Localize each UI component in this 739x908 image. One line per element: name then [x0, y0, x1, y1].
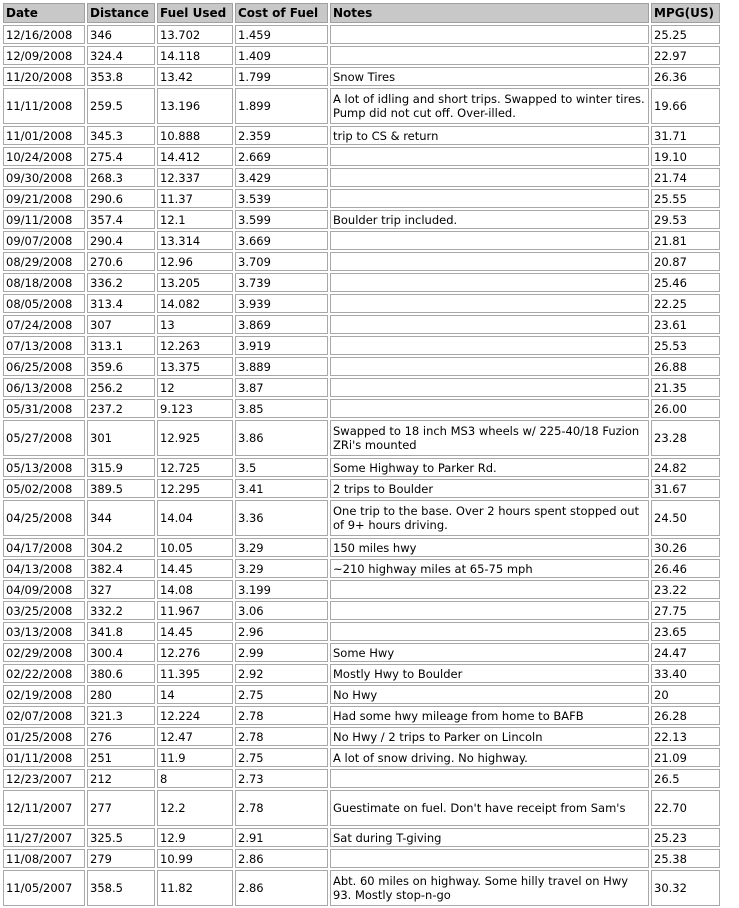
cell-cost-of-fuel: 2.75	[235, 748, 328, 767]
cell-cost-of-fuel: 2.86	[235, 870, 328, 906]
cell-cost-of-fuel: 3.939	[235, 294, 328, 313]
cell-distance: 275.4	[87, 147, 155, 166]
cell-cost-of-fuel: 3.199	[235, 580, 328, 599]
cell-mpg: 23.28	[651, 420, 720, 456]
cell-cost-of-fuel: 3.29	[235, 559, 328, 578]
cell-fuel-used: 14	[157, 685, 233, 704]
cell-mpg: 23.22	[651, 580, 720, 599]
cell-fuel-used: 12.2	[157, 790, 233, 826]
table-row	[3, 46, 720, 65]
cell-notes	[330, 46, 649, 65]
cell-notes	[330, 231, 649, 250]
cell-date: 03/13/2008	[3, 622, 85, 641]
cell-date: 12/09/2008	[3, 46, 85, 65]
cell-cost-of-fuel: 3.85	[235, 399, 328, 418]
cell-mpg: 25.46	[651, 273, 720, 292]
cell-fuel-used: 12.1	[157, 210, 233, 229]
cell-cost-of-fuel: 3.669	[235, 231, 328, 250]
table-row	[3, 315, 720, 334]
cell-notes	[330, 580, 649, 599]
cell-date: 12/16/2008	[3, 25, 85, 44]
cell-cost-of-fuel: 3.36	[235, 500, 328, 536]
cell-distance: 300.4	[87, 643, 155, 662]
cell-date: 05/27/2008	[3, 420, 85, 456]
table-row	[3, 538, 720, 557]
cell-distance: 276	[87, 727, 155, 746]
cell-fuel-used: 13	[157, 315, 233, 334]
fuel-log-table	[1, 1, 722, 908]
table-row	[3, 420, 720, 456]
table-row	[3, 685, 720, 704]
table-row	[3, 601, 720, 620]
cell-distance: 279	[87, 849, 155, 868]
cell-date: 03/25/2008	[3, 601, 85, 620]
cell-mpg: 24.50	[651, 500, 720, 536]
table-row	[3, 294, 720, 313]
cell-mpg: 19.10	[651, 147, 720, 166]
cell-distance: 290.6	[87, 189, 155, 208]
cell-notes	[330, 399, 649, 418]
cell-notes: Abt. 60 miles on highway. Some hilly travel on Hwy 93. Mostly stop-n-go	[330, 870, 649, 906]
cell-fuel-used: 10.888	[157, 126, 233, 145]
cell-cost-of-fuel: 2.78	[235, 790, 328, 826]
cell-fuel-used: 13.375	[157, 357, 233, 376]
cell-mpg: 20.87	[651, 252, 720, 271]
cell-distance: 325.5	[87, 828, 155, 847]
cell-distance: 259.5	[87, 88, 155, 124]
cell-fuel-used: 14.45	[157, 622, 233, 641]
cell-mpg: 25.55	[651, 189, 720, 208]
cell-mpg: 22.97	[651, 46, 720, 65]
cell-notes: No Hwy / 2 trips to Parker on Lincoln	[330, 727, 649, 746]
cell-cost-of-fuel: 2.96	[235, 622, 328, 641]
cell-distance: 280	[87, 685, 155, 704]
cell-notes	[330, 357, 649, 376]
cell-fuel-used: 12	[157, 378, 233, 397]
cell-cost-of-fuel: 3.5	[235, 458, 328, 477]
cell-mpg: 26.36	[651, 67, 720, 86]
cell-notes: A lot of idling and short trips. Swapped to winter tires. Pump did not cut off. Over-illed.	[330, 88, 649, 124]
cell-mpg: 27.75	[651, 601, 720, 620]
cell-date: 04/09/2008	[3, 580, 85, 599]
header-mpg: MPG(US)	[651, 3, 720, 23]
cell-notes	[330, 378, 649, 397]
cell-fuel-used: 11.9	[157, 748, 233, 767]
cell-mpg: 26.00	[651, 399, 720, 418]
table-row	[3, 252, 720, 271]
cell-notes: Swapped to 18 inch MS3 wheels w/ 225-40/18 Fuzion ZRi's mounted	[330, 420, 649, 456]
cell-fuel-used: 14.04	[157, 500, 233, 536]
cell-date: 07/13/2008	[3, 336, 85, 355]
cell-cost-of-fuel: 3.739	[235, 273, 328, 292]
cell-notes: Boulder trip included.	[330, 210, 649, 229]
cell-date: 04/13/2008	[3, 559, 85, 578]
cell-distance: 313.4	[87, 294, 155, 313]
cell-distance: 389.5	[87, 479, 155, 498]
cell-mpg: 22.13	[651, 727, 720, 746]
cell-cost-of-fuel: 2.75	[235, 685, 328, 704]
cell-notes	[330, 769, 649, 788]
cell-notes	[330, 25, 649, 44]
cell-fuel-used: 12.263	[157, 336, 233, 355]
cell-notes: ~210 highway miles at 65-75 mph	[330, 559, 649, 578]
cell-mpg: 21.09	[651, 748, 720, 767]
cell-date: 09/07/2008	[3, 231, 85, 250]
cell-distance: 290.4	[87, 231, 155, 250]
cell-cost-of-fuel: 2.99	[235, 643, 328, 662]
cell-distance: 358.5	[87, 870, 155, 906]
cell-date: 01/11/2008	[3, 748, 85, 767]
cell-cost-of-fuel: 3.919	[235, 336, 328, 355]
cell-fuel-used: 13.702	[157, 25, 233, 44]
cell-date: 11/05/2007	[3, 870, 85, 906]
cell-date: 02/07/2008	[3, 706, 85, 725]
cell-date: 12/23/2007	[3, 769, 85, 788]
cell-cost-of-fuel: 3.539	[235, 189, 328, 208]
cell-date: 10/24/2008	[3, 147, 85, 166]
cell-cost-of-fuel: 2.669	[235, 147, 328, 166]
cell-distance: 256.2	[87, 378, 155, 397]
cell-date: 11/27/2007	[3, 828, 85, 847]
cell-fuel-used: 9.123	[157, 399, 233, 418]
cell-fuel-used: 10.05	[157, 538, 233, 557]
cell-fuel-used: 14.082	[157, 294, 233, 313]
cell-cost-of-fuel: 2.78	[235, 727, 328, 746]
cell-mpg: 25.25	[651, 25, 720, 44]
cell-distance: 336.2	[87, 273, 155, 292]
table-row	[3, 479, 720, 498]
table-row	[3, 336, 720, 355]
cell-notes	[330, 336, 649, 355]
cell-fuel-used: 12.224	[157, 706, 233, 725]
cell-mpg: 33.40	[651, 664, 720, 683]
cell-distance: 301	[87, 420, 155, 456]
cell-date: 09/21/2008	[3, 189, 85, 208]
cell-date: 02/29/2008	[3, 643, 85, 662]
header-notes: Notes	[330, 3, 649, 23]
cell-notes: Sat during T-giving	[330, 828, 649, 847]
cell-cost-of-fuel: 2.359	[235, 126, 328, 145]
table-row	[3, 706, 720, 725]
cell-notes	[330, 252, 649, 271]
cell-date: 05/31/2008	[3, 399, 85, 418]
cell-notes	[330, 294, 649, 313]
cell-mpg: 20	[651, 685, 720, 704]
cell-date: 11/01/2008	[3, 126, 85, 145]
cell-fuel-used: 12.96	[157, 252, 233, 271]
cell-cost-of-fuel: 2.92	[235, 664, 328, 683]
cell-fuel-used: 13.205	[157, 273, 233, 292]
table-row	[3, 849, 720, 868]
cell-cost-of-fuel: 1.899	[235, 88, 328, 124]
cell-fuel-used: 12.47	[157, 727, 233, 746]
cell-fuel-used: 11.37	[157, 189, 233, 208]
cell-notes	[330, 189, 649, 208]
cell-cost-of-fuel: 2.73	[235, 769, 328, 788]
cell-distance: 359.6	[87, 357, 155, 376]
cell-date: 06/13/2008	[3, 378, 85, 397]
cell-cost-of-fuel: 1.799	[235, 67, 328, 86]
cell-distance: 380.6	[87, 664, 155, 683]
cell-mpg: 29.53	[651, 210, 720, 229]
cell-date: 12/11/2007	[3, 790, 85, 826]
cell-date: 09/11/2008	[3, 210, 85, 229]
table-row	[3, 828, 720, 847]
cell-notes: One trip to the base. Over 2 hours spent stopped out of 9+ hours driving.	[330, 500, 649, 536]
cell-fuel-used: 13.196	[157, 88, 233, 124]
cell-mpg: 21.35	[651, 378, 720, 397]
cell-fuel-used: 11.82	[157, 870, 233, 906]
cell-fuel-used: 13.42	[157, 67, 233, 86]
cell-notes: A lot of snow driving. No highway.	[330, 748, 649, 767]
cell-mpg: 26.88	[651, 357, 720, 376]
table-body	[3, 25, 720, 906]
table-row	[3, 378, 720, 397]
cell-distance: 353.8	[87, 67, 155, 86]
cell-notes	[330, 147, 649, 166]
cell-cost-of-fuel: 3.87	[235, 378, 328, 397]
cell-distance: 332.2	[87, 601, 155, 620]
table-row	[3, 559, 720, 578]
cell-date: 07/24/2008	[3, 315, 85, 334]
cell-date: 11/20/2008	[3, 67, 85, 86]
table-row	[3, 500, 720, 536]
cell-date: 08/18/2008	[3, 273, 85, 292]
cell-mpg: 22.25	[651, 294, 720, 313]
table-row	[3, 189, 720, 208]
cell-date: 05/02/2008	[3, 479, 85, 498]
cell-mpg: 24.82	[651, 458, 720, 477]
cell-cost-of-fuel: 2.86	[235, 849, 328, 868]
cell-mpg: 19.66	[651, 88, 720, 124]
cell-mpg: 21.81	[651, 231, 720, 250]
cell-cost-of-fuel: 3.709	[235, 252, 328, 271]
table-row	[3, 727, 720, 746]
cell-notes: trip to CS & return	[330, 126, 649, 145]
cell-cost-of-fuel: 1.459	[235, 25, 328, 44]
cell-cost-of-fuel: 3.06	[235, 601, 328, 620]
cell-fuel-used: 12.295	[157, 479, 233, 498]
cell-cost-of-fuel: 3.429	[235, 168, 328, 187]
cell-distance: 357.4	[87, 210, 155, 229]
table-row	[3, 580, 720, 599]
cell-fuel-used: 10.99	[157, 849, 233, 868]
header-cost-of-fuel: Cost of Fuel	[235, 3, 328, 23]
cell-distance: 346	[87, 25, 155, 44]
cell-mpg: 31.71	[651, 126, 720, 145]
table-row	[3, 273, 720, 292]
cell-distance: 268.3	[87, 168, 155, 187]
cell-distance: 251	[87, 748, 155, 767]
cell-distance: 382.4	[87, 559, 155, 578]
table-row	[3, 748, 720, 767]
cell-cost-of-fuel: 3.29	[235, 538, 328, 557]
table-row	[3, 399, 720, 418]
cell-mpg: 22.70	[651, 790, 720, 826]
table-row	[3, 147, 720, 166]
cell-date: 01/25/2008	[3, 727, 85, 746]
cell-cost-of-fuel: 2.91	[235, 828, 328, 847]
cell-fuel-used: 12.9	[157, 828, 233, 847]
cell-notes	[330, 315, 649, 334]
cell-notes	[330, 168, 649, 187]
table-row	[3, 622, 720, 641]
cell-date: 02/19/2008	[3, 685, 85, 704]
cell-distance: 345.3	[87, 126, 155, 145]
cell-cost-of-fuel: 2.78	[235, 706, 328, 725]
cell-date: 11/11/2008	[3, 88, 85, 124]
table-row	[3, 231, 720, 250]
cell-fuel-used: 12.276	[157, 643, 233, 662]
header-fuel-used: Fuel Used	[157, 3, 233, 23]
cell-date: 09/30/2008	[3, 168, 85, 187]
cell-fuel-used: 11.967	[157, 601, 233, 620]
cell-date: 08/29/2008	[3, 252, 85, 271]
header-row	[3, 3, 720, 23]
cell-mpg: 25.38	[651, 849, 720, 868]
cell-date: 04/25/2008	[3, 500, 85, 536]
cell-date: 11/08/2007	[3, 849, 85, 868]
cell-distance: 341.8	[87, 622, 155, 641]
cell-notes: Some Hwy	[330, 643, 649, 662]
cell-distance: 277	[87, 790, 155, 826]
cell-mpg: 21.74	[651, 168, 720, 187]
cell-notes: No Hwy	[330, 685, 649, 704]
cell-distance: 307	[87, 315, 155, 334]
table-row	[3, 357, 720, 376]
cell-mpg: 26.28	[651, 706, 720, 725]
cell-distance: 315.9	[87, 458, 155, 477]
cell-mpg: 23.65	[651, 622, 720, 641]
cell-date: 05/13/2008	[3, 458, 85, 477]
table-row	[3, 168, 720, 187]
cell-distance: 327	[87, 580, 155, 599]
cell-fuel-used: 12.725	[157, 458, 233, 477]
cell-distance: 270.6	[87, 252, 155, 271]
cell-cost-of-fuel: 3.86	[235, 420, 328, 456]
cell-notes: 150 miles hwy	[330, 538, 649, 557]
cell-date: 08/05/2008	[3, 294, 85, 313]
cell-notes	[330, 601, 649, 620]
cell-date: 04/17/2008	[3, 538, 85, 557]
cell-mpg: 25.53	[651, 336, 720, 355]
table-row	[3, 25, 720, 44]
cell-mpg: 24.47	[651, 643, 720, 662]
cell-distance: 344	[87, 500, 155, 536]
cell-distance: 321.3	[87, 706, 155, 725]
cell-fuel-used: 11.395	[157, 664, 233, 683]
cell-fuel-used: 14.118	[157, 46, 233, 65]
cell-distance: 313.1	[87, 336, 155, 355]
cell-fuel-used: 13.314	[157, 231, 233, 250]
cell-distance: 304.2	[87, 538, 155, 557]
table-row	[3, 67, 720, 86]
cell-cost-of-fuel: 3.41	[235, 479, 328, 498]
table-row	[3, 643, 720, 662]
cell-distance: 237.2	[87, 399, 155, 418]
header-date: Date	[3, 3, 85, 23]
table-row	[3, 870, 720, 906]
cell-fuel-used: 12.337	[157, 168, 233, 187]
table-row	[3, 790, 720, 826]
cell-notes: Snow Tires	[330, 67, 649, 86]
table-row	[3, 769, 720, 788]
cell-mpg: 31.67	[651, 479, 720, 498]
cell-distance: 212	[87, 769, 155, 788]
cell-notes: Had some hwy mileage from home to BAFB	[330, 706, 649, 725]
cell-fuel-used: 14.08	[157, 580, 233, 599]
cell-mpg: 26.46	[651, 559, 720, 578]
table-row	[3, 458, 720, 477]
cell-notes	[330, 622, 649, 641]
cell-fuel-used: 14.45	[157, 559, 233, 578]
cell-cost-of-fuel: 3.869	[235, 315, 328, 334]
cell-notes: Some Highway to Parker Rd.	[330, 458, 649, 477]
cell-cost-of-fuel: 1.409	[235, 46, 328, 65]
cell-mpg: 30.26	[651, 538, 720, 557]
table-row	[3, 126, 720, 145]
cell-notes: 2 trips to Boulder	[330, 479, 649, 498]
cell-mpg: 23.61	[651, 315, 720, 334]
cell-notes: Mostly Hwy to Boulder	[330, 664, 649, 683]
cell-cost-of-fuel: 3.599	[235, 210, 328, 229]
cell-distance: 324.4	[87, 46, 155, 65]
cell-fuel-used: 12.925	[157, 420, 233, 456]
cell-cost-of-fuel: 3.889	[235, 357, 328, 376]
cell-fuel-used: 14.412	[157, 147, 233, 166]
cell-mpg: 30.32	[651, 870, 720, 906]
table-row	[3, 88, 720, 124]
table-row	[3, 664, 720, 683]
cell-notes	[330, 849, 649, 868]
cell-mpg: 25.23	[651, 828, 720, 847]
cell-fuel-used: 8	[157, 769, 233, 788]
cell-notes	[330, 273, 649, 292]
cell-notes: Guestimate on fuel. Don't have receipt from Sam's	[330, 790, 649, 826]
cell-mpg: 26.5	[651, 769, 720, 788]
cell-date: 06/25/2008	[3, 357, 85, 376]
cell-date: 02/22/2008	[3, 664, 85, 683]
header-distance: Distance	[87, 3, 155, 23]
table-row	[3, 210, 720, 229]
